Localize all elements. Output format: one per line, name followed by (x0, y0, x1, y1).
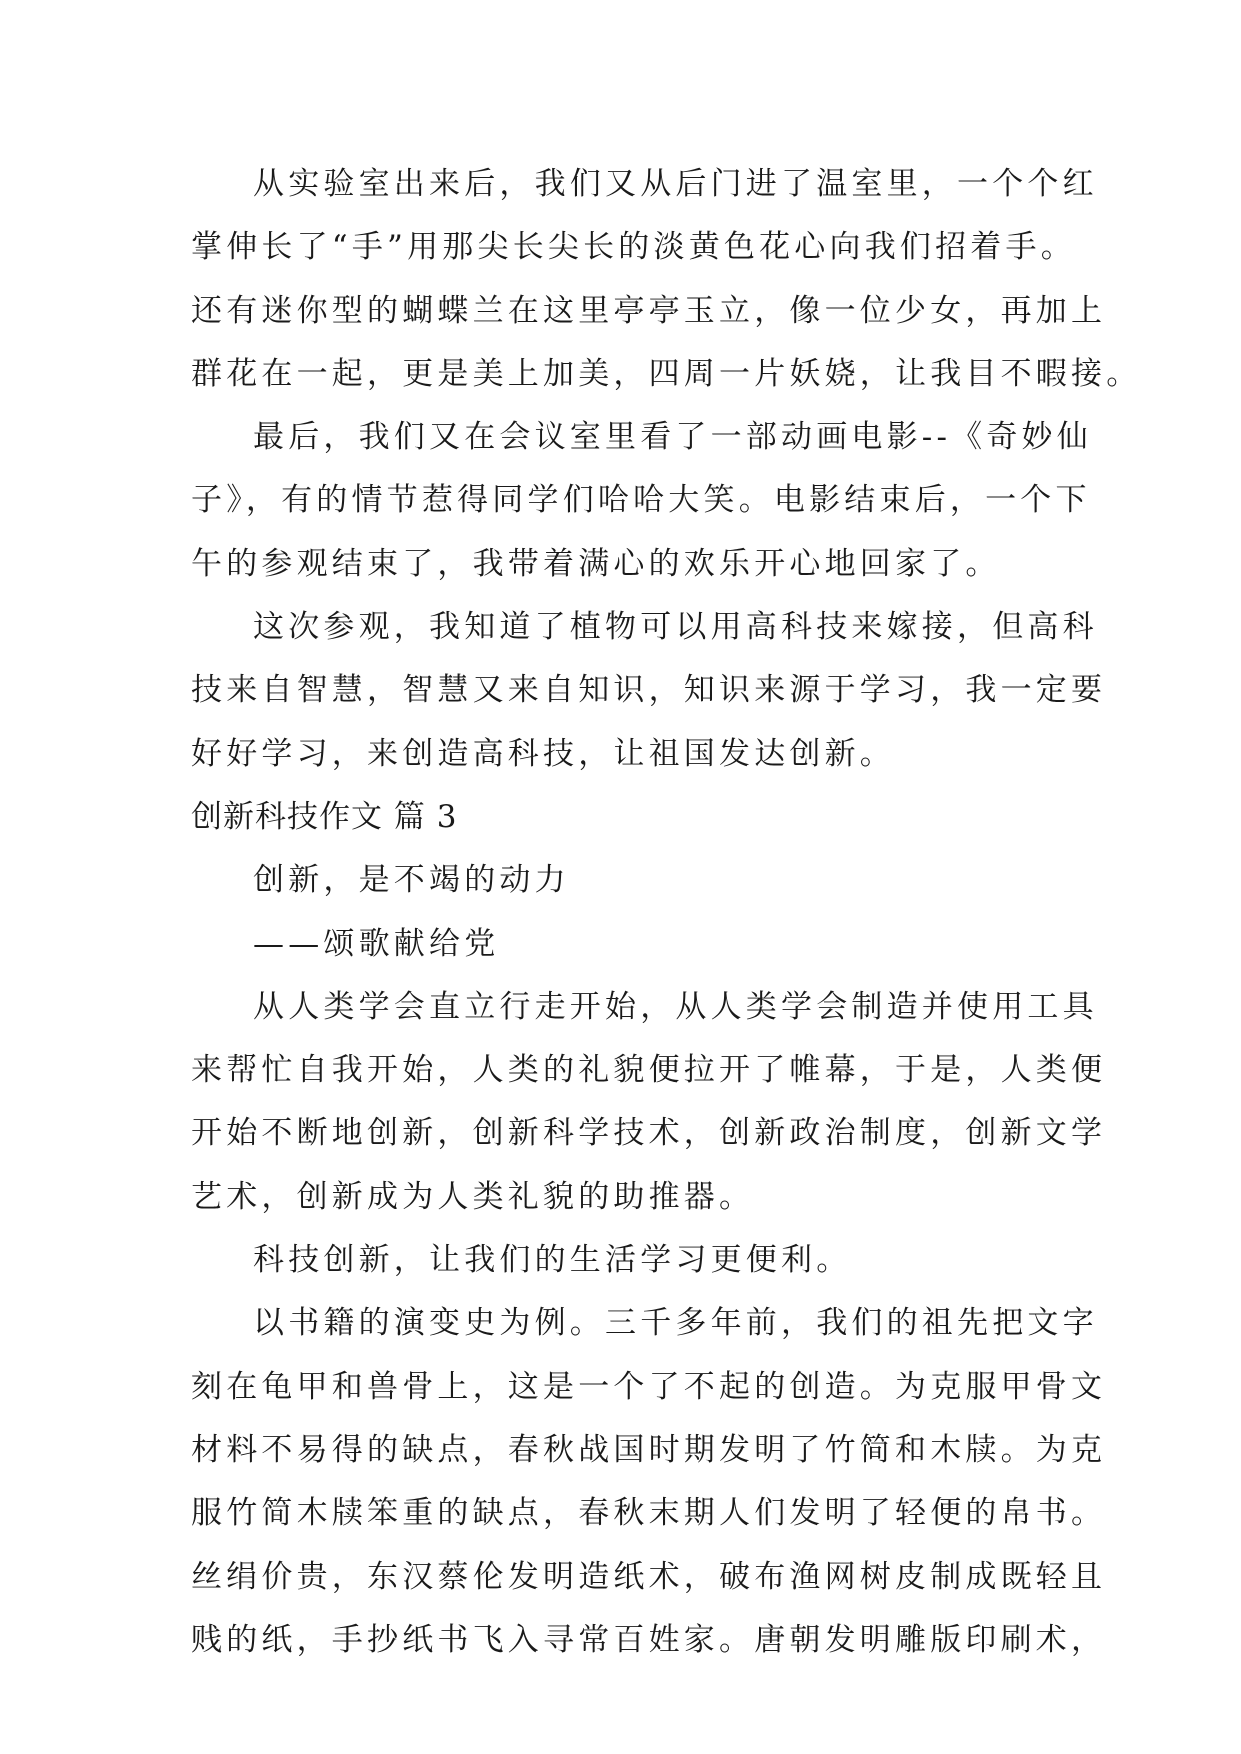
paragraph-line: 子》，有的情节惹得同学们哈哈大笑。电影结束后，一个下 (191, 482, 1091, 519)
paragraph-line: 来帮忙自我开始，人类的礼貌便拉开了帷幕，于是，人类便 (191, 1052, 1107, 1089)
paragraph-line: 还有迷你型的蝴蝶兰在这里亭亭玉立，像一位少女，再加上 (191, 292, 1107, 329)
paragraph-line: 开始不断地创新，创新科学技术，创新政治制度，创新文学 (191, 1115, 1107, 1152)
paragraph-line: 群花在一起，更是美上加美，四周一片妖娆，让我目不暇接。 (191, 355, 1142, 392)
paragraph-line: 服竹简木牍笨重的缺点，春秋末期人们发明了轻便的帛书。 (191, 1495, 1107, 1532)
essay-subtitle: ——颂歌献给党 (253, 925, 500, 962)
paragraph-line: 从人类学会直立行走开始，从人类学会制造并使用工具 (253, 988, 1098, 1025)
paragraph-line: 材料不易得的缺点，春秋战国时期发明了竹简和木牍。为克 (191, 1431, 1107, 1468)
paragraph-line: 贱的纸，手抄纸书飞入寻常百姓家。唐朝发明雕版印刷术， (191, 1621, 1107, 1658)
section-heading: 创新科技作文 篇 3 (191, 798, 458, 835)
paragraph-line: 艺术，创新成为人类礼貌的助推器。 (191, 1178, 755, 1215)
paragraph-line: 这次参观，我知道了植物可以用高科技来嫁接，但高科 (253, 609, 1098, 646)
paragraph-line: 丝绢价贵，东汉蔡伦发明造纸术，破布渔网树皮制成既轻且 (191, 1558, 1107, 1595)
document-body (191, 153, 1142, 1672)
paragraph-line: 从实验室出来后，我们又从后门进了温室里，一个个红 (253, 166, 1098, 202)
paragraph-line: 刻在龟甲和兽骨上，这是一个了不起的创造。为克服甲骨文 (191, 1368, 1107, 1405)
paragraph-line: 掌伸长了“手”用那尖长尖长的淡黄色花心向我们招着手。 (191, 229, 1076, 266)
paragraph-line: 科技创新，让我们的生活学习更便利。 (253, 1242, 852, 1279)
paragraph-line: 午的参观结束了，我带着满心的欢乐开心地回家了。 (191, 545, 1001, 582)
paragraph-line: 以书籍的演变史为例。三千多年前，我们的祖先把文字 (253, 1305, 1098, 1342)
essay-title: 创新，是不竭的动力 (253, 862, 570, 899)
paragraph-line: 好好学习，来创造高科技，让祖国发达创新。 (191, 735, 895, 772)
paragraph-line: 最后，我们又在会议室里看了一部动画电影--《奇妙仙 (253, 419, 1092, 456)
paragraph-line: 技来自智慧，智慧又来自知识，知识来源于学习，我一定要 (191, 672, 1107, 709)
